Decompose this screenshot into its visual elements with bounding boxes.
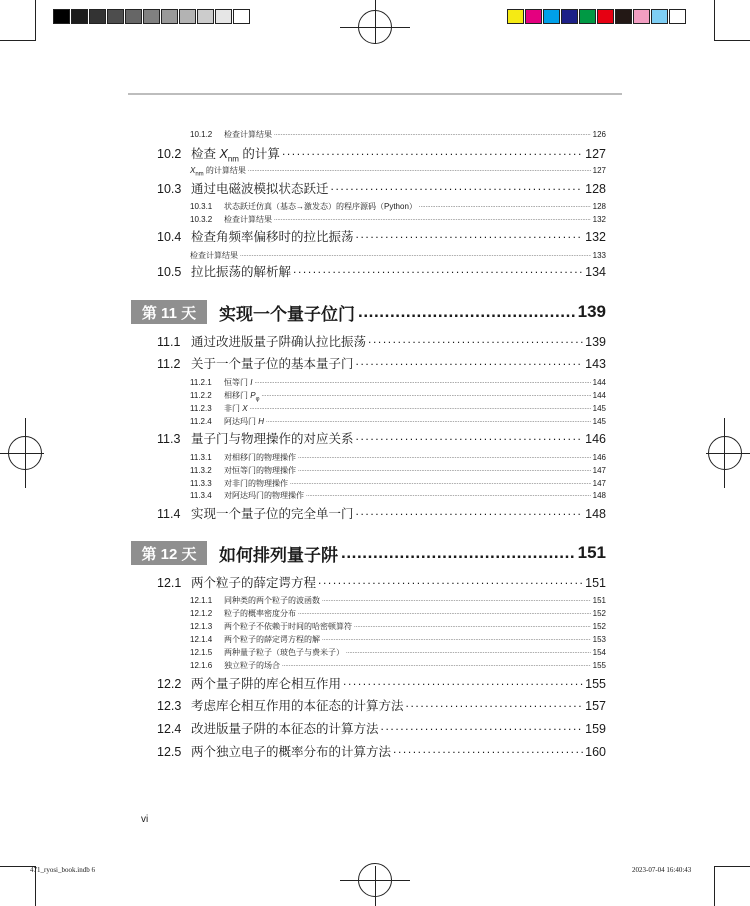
section-number: 11.1 [157, 335, 181, 349]
section-page: 127 [585, 147, 606, 161]
leader-dots [306, 488, 591, 498]
leader-dots [298, 463, 591, 473]
chapter-title: 实现一个量子位门 [219, 304, 355, 324]
leader-dots [322, 593, 591, 603]
color-bar [507, 9, 687, 24]
entry-title: 检查计算结果 [224, 130, 272, 139]
entry-page: 128 [592, 202, 606, 211]
toc-section [157, 674, 606, 691]
gray-swatch [53, 9, 70, 24]
chapter-page: 151 [577, 543, 606, 562]
leader-dots [261, 388, 590, 398]
entry-number: 10.1.2 [190, 130, 213, 139]
entry-number: 11.2.1 [190, 378, 212, 387]
registration-circle [358, 863, 392, 897]
entry-page: 133 [592, 251, 606, 260]
section-number: 12.2 [157, 677, 182, 691]
entry-page: 147 [592, 479, 606, 488]
gray-swatch [71, 9, 88, 24]
grayscale-bar [53, 9, 251, 24]
toc-section [157, 504, 606, 521]
toc-section [157, 262, 606, 279]
entry-title: 阿达玛门 H [224, 417, 265, 426]
toc-entry [190, 450, 606, 461]
toc-section [157, 573, 606, 590]
toc-entry [190, 606, 606, 617]
toc-entry [190, 388, 606, 403]
section-number: 10.2 [157, 147, 182, 161]
section-page: 155 [585, 677, 606, 691]
toc-section [157, 354, 606, 371]
gray-swatch [143, 9, 160, 24]
gray-swatch [233, 9, 250, 24]
gray-swatch [161, 9, 178, 24]
entry-page: 126 [592, 130, 606, 139]
entry-number: 11.3.4 [190, 491, 212, 500]
entry-title: 对相移门的物理操作 [224, 453, 296, 462]
section-title: 检查角频率偏移时的拉比振荡 [191, 230, 354, 244]
gray-swatch [215, 9, 232, 24]
entry-title: 同种类的两个粒子的波函数 [224, 596, 320, 605]
section-page: 128 [585, 182, 606, 196]
entry-page: 144 [592, 391, 606, 400]
toc-section [157, 179, 606, 196]
leader-dots [293, 262, 583, 276]
section-page: 160 [585, 745, 606, 759]
leader-dots [419, 199, 591, 209]
section-number: 12.1 [157, 576, 182, 590]
gray-swatch [89, 9, 106, 24]
entry-number: 12.1.1 [190, 596, 213, 605]
entry-page: 147 [592, 466, 606, 475]
entry-title: 非门 X [224, 404, 248, 413]
gray-swatch [125, 9, 142, 24]
header-rule [128, 93, 622, 95]
entry-page: 148 [592, 491, 606, 500]
crop-mark [35, 0, 36, 40]
crop-mark [714, 866, 750, 867]
toc-entry [190, 212, 606, 223]
section-page: 139 [585, 335, 606, 349]
leader-dots [266, 414, 591, 424]
entry-title: 独立粒子的场合 [224, 661, 280, 670]
section-title: 拉比振荡的解析解 [191, 265, 292, 279]
section-number: 11.4 [157, 507, 181, 521]
color-swatch [507, 9, 524, 24]
gray-swatch [107, 9, 124, 24]
section-page: 146 [585, 432, 606, 446]
entry-number: 11.2.3 [190, 404, 212, 413]
leader-dots [346, 645, 591, 655]
section-number: 12.3 [157, 699, 182, 713]
entry-number: 12.1.5 [190, 648, 213, 657]
leader-dots [254, 375, 590, 385]
color-swatch [525, 9, 542, 24]
color-swatch [561, 9, 578, 24]
section-title: 改进版量子阱的本征态的计算方法 [191, 722, 379, 736]
leader-dots [356, 504, 584, 518]
color-swatch [543, 9, 560, 24]
day-badge: 第 11 天 [131, 300, 207, 324]
leader-dots [356, 429, 584, 443]
toc-entry [190, 619, 606, 630]
entry-number: 11.2.4 [190, 417, 212, 426]
leader-dots [406, 696, 584, 710]
entry-number: 11.2.2 [190, 391, 212, 400]
leader-dots [248, 163, 591, 173]
leader-dots [356, 354, 584, 368]
entry-title: 对阿达玛门的物理操作 [224, 491, 304, 500]
leader-dots [274, 212, 591, 222]
color-swatch [651, 9, 668, 24]
section-page: 151 [585, 576, 606, 590]
leader-dots [274, 127, 591, 137]
toc-entry [190, 248, 606, 259]
section-page: 143 [585, 357, 606, 371]
leader-dots [331, 179, 584, 193]
toc-section [157, 429, 606, 446]
leader-dots [393, 742, 583, 756]
leader-dots [290, 476, 591, 486]
entry-page: 151 [592, 596, 606, 605]
toc-section [157, 696, 606, 713]
leader-dots [282, 658, 591, 668]
section-number: 11.3 [157, 432, 181, 446]
entry-number: 12.1.2 [190, 609, 213, 618]
section-title: 实现一个量子位的完全单一门 [191, 507, 354, 521]
color-swatch [633, 9, 650, 24]
toc-entry [190, 593, 606, 604]
section-title: 通过电磁波模拟状态跃迁 [191, 182, 329, 196]
section-number: 10.4 [157, 230, 182, 244]
toc-entry [190, 488, 606, 499]
leader-dots [343, 674, 583, 688]
entry-page: 132 [592, 215, 606, 224]
section-number: 12.4 [157, 722, 182, 736]
leader-dots [322, 632, 591, 642]
section-title: 量子门与物理操作的对应关系 [191, 432, 354, 446]
crop-mark [0, 40, 36, 41]
chapter-title: 如何排列量子阱 [219, 545, 338, 565]
registration-circle [708, 436, 742, 470]
toc-section [157, 227, 606, 244]
entry-title: 两个粒子不依赖于时间的哈密顿算符 [224, 622, 352, 631]
crop-mark [714, 866, 715, 906]
page-folio: vi [141, 814, 149, 825]
leader-dots [282, 144, 583, 158]
entry-number: 12.1.3 [190, 622, 213, 631]
section-title: 关于一个量子位的基本量子门 [191, 357, 354, 371]
leader-dots [381, 719, 584, 733]
entry-page: 155 [592, 661, 606, 670]
gray-swatch [197, 9, 214, 24]
registration-circle [358, 10, 392, 44]
toc-section [157, 719, 606, 736]
crop-mark [714, 40, 750, 41]
entry-title: 检查计算结果 [190, 251, 238, 260]
entry-title: 相移门 $P_\varphi$ [224, 391, 260, 403]
entry-title: 状态跃迁仿真（基态→激发态）的程序源码（Python） [224, 202, 417, 211]
entry-title: 对非门的物理操作 [224, 479, 288, 488]
entry-number: 10.3.2 [190, 215, 213, 224]
chapter-page: 139 [577, 302, 606, 321]
entry-title: 恒等门 I [224, 378, 253, 387]
entry-number: 12.1.4 [190, 635, 213, 644]
color-swatch [615, 9, 632, 24]
leader-dots [356, 227, 584, 241]
entry-page: 153 [592, 635, 606, 644]
entry-page: 154 [592, 648, 606, 657]
leader-dots [240, 248, 591, 258]
toc-entry [190, 645, 606, 656]
entry-page: 127 [592, 166, 606, 175]
entry-page: 152 [592, 622, 606, 631]
entry-page: 144 [592, 378, 606, 387]
entry-number: 10.3.1 [190, 202, 213, 211]
entry-number: 12.1.6 [190, 661, 213, 670]
toc-entry [190, 632, 606, 643]
entry-page: 145 [592, 417, 606, 426]
toc-entry [190, 658, 606, 669]
section-title: 两个量子阱的库仑相互作用 [191, 677, 342, 691]
slug-timestamp: 2023-07-04 16:40:43 [632, 866, 692, 874]
section-title: 两个独立电子的概率分布的计算方法 [191, 745, 392, 759]
entry-number: 11.3.2 [190, 466, 212, 475]
leader-dots [318, 573, 583, 587]
section-number: 10.3 [157, 182, 182, 196]
toc-entry [190, 199, 606, 210]
toc-entry [190, 476, 606, 487]
leader-dots [358, 302, 575, 322]
entry-page: 152 [592, 609, 606, 618]
toc-entry [190, 127, 606, 138]
entry-title: 粒子的概率密度分布 [224, 609, 296, 618]
section-page: 157 [585, 699, 606, 713]
section-page: 132 [585, 230, 606, 244]
section-title: 考虑库仑相互作用的本征态的计算方法 [191, 699, 404, 713]
slug-filename: 471_ryosi_book.indb 6 [30, 866, 95, 874]
color-swatch [597, 9, 614, 24]
color-swatch [579, 9, 596, 24]
toc-entry [190, 414, 606, 425]
entry-title: 检查计算结果 [224, 215, 272, 224]
leader-dots [250, 401, 591, 411]
leader-dots [341, 543, 575, 563]
section-number: 12.5 [157, 745, 182, 759]
entry-number: 11.3.1 [190, 453, 212, 462]
color-swatch [669, 9, 686, 24]
leader-dots [368, 332, 583, 346]
toc-section [157, 742, 606, 759]
day-badge: 第 12 天 [131, 541, 207, 565]
entry-title: $X_{nm}$ 的计算结果 [190, 166, 246, 178]
leader-dots [298, 450, 591, 460]
entry-title: 两种量子粒子（玻色子与费米子） [224, 648, 344, 657]
entry-page: 145 [592, 404, 606, 413]
section-number: 11.2 [157, 357, 181, 371]
entry-number: 11.3.3 [190, 479, 212, 488]
section-title: 检查 $X_{nm}$ 的计算 [191, 147, 280, 164]
toc-entry [190, 163, 606, 178]
toc-section [157, 144, 606, 164]
leader-dots [298, 606, 591, 616]
gray-swatch [179, 9, 196, 24]
entry-title: 对恒等门的物理操作 [224, 466, 296, 475]
section-page: 134 [585, 265, 606, 279]
entry-page: 146 [592, 453, 606, 462]
leader-dots [354, 619, 591, 629]
section-page: 148 [585, 507, 606, 521]
chapter-heading-day-11 [131, 300, 606, 324]
toc-entry [190, 463, 606, 474]
section-title: 两个粒子的薛定谔方程 [191, 576, 317, 590]
toc-entry [190, 375, 606, 386]
section-number: 10.5 [157, 265, 182, 279]
section-page: 159 [585, 722, 606, 736]
crop-mark [714, 0, 715, 40]
toc-entry [190, 401, 606, 412]
chapter-heading-day-12 [131, 541, 606, 565]
section-title: 通过改进版量子阱确认拉比振荡 [191, 335, 367, 349]
toc-section [157, 332, 606, 349]
registration-circle [8, 436, 42, 470]
entry-title: 两个粒子的薛定谔方程的解 [224, 635, 320, 644]
